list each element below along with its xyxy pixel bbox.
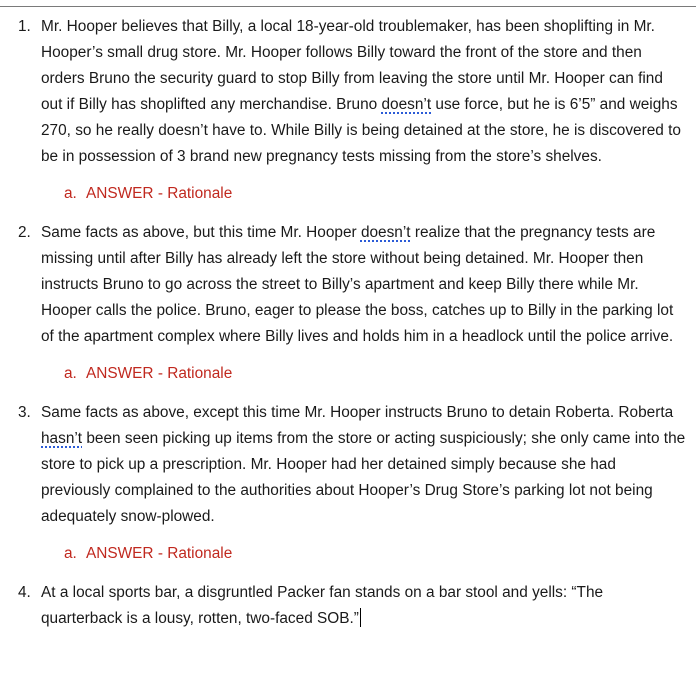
question-text: Mr. Hooper believes that Billy, a local 18-year-old troublemaker, has been shoplifting in Mr. Hooper’s small drug store. Mr. Hooper follows Billy toward the front of the store and then orders Bruno the security guard to stop Billy from leaving the store until Mr. Hooper can find out if Billy has shoplifted any merchandise. Bruno bbox=[41, 18, 663, 113]
question-number: 4. bbox=[18, 584, 31, 601]
question-number: 1. bbox=[18, 18, 31, 35]
answer-text: ANSWER - Rationale bbox=[86, 185, 233, 202]
question-number: 2. bbox=[18, 224, 31, 241]
answer-letter: a. bbox=[64, 545, 77, 562]
question-3 bbox=[0, 400, 696, 530]
page-top-border bbox=[0, 6, 696, 7]
question-text: use force, but he is 6’5” and weighs 270, so he really doesn’t have to. While Billy is being detained at the store, he is discovered to be in possession of 3 brand new pregnancy tests missing from the store’s shelves. bbox=[41, 96, 681, 165]
question-number: 3. bbox=[18, 404, 31, 421]
question-4 bbox=[0, 580, 696, 632]
question-1 bbox=[0, 14, 696, 170]
question-text: At a local sports bar, a disgruntled Packer fan stands on a bar stool and yells: “The quarterback is a lousy, rotten, two-faced SOB.” bbox=[41, 584, 604, 627]
answer-1 bbox=[0, 181, 696, 207]
answer-text: ANSWER - Rationale bbox=[86, 365, 233, 382]
question-text: Same facts as above, but this time Mr. Hooper bbox=[41, 224, 361, 241]
answer-text: ANSWER - Rationale bbox=[86, 545, 233, 562]
spelling-flag[interactable]: hasn’t bbox=[41, 430, 83, 447]
answer-2 bbox=[0, 361, 696, 387]
spelling-flag[interactable]: doesn’t bbox=[381, 96, 432, 113]
question-text: been seen picking up items from the store or acting suspiciously; she only came into the store to pick up a prescription. Mr. Hooper had her detained simply because she had previously complained to the authorities about Hooper’s Drug Store’s parking lot not being adequately snow-plowed. bbox=[41, 430, 686, 525]
document-body[interactable] bbox=[0, 14, 696, 632]
answer-3 bbox=[0, 541, 696, 567]
spelling-flag[interactable]: doesn’t bbox=[360, 224, 411, 241]
question-2 bbox=[0, 220, 696, 350]
text-cursor bbox=[360, 608, 361, 627]
question-text: realize that the pregnancy tests are missing until after Billy has already left the store without being detained. Mr. Hooper then instructs Bruno to go across the street to Billy’s apartment and keep Billy there while Mr. Hooper calls the police. Bruno, eager to please the boss, catches up to Billy in the parking lot of the apartment complex where Billy lives and holds him in a headlock until the police arrive. bbox=[41, 224, 674, 345]
answer-letter: a. bbox=[64, 365, 77, 382]
question-text: Same facts as above, except this time Mr. Hooper instructs Bruno to detain Roberta. Roberta bbox=[41, 404, 674, 421]
answer-letter: a. bbox=[64, 185, 77, 202]
